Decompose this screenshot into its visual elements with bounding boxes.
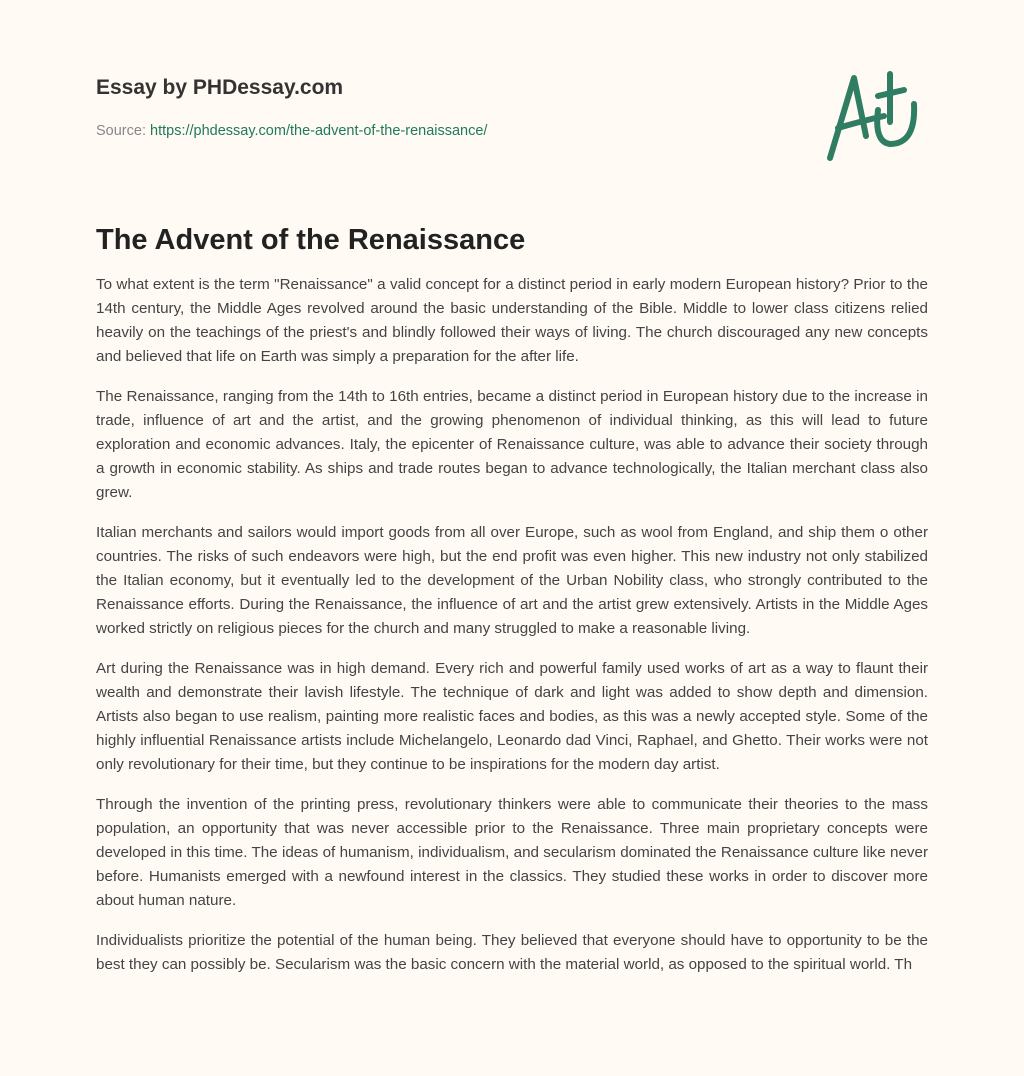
brand-title: Essay by PHDessay.com [96, 76, 344, 99]
essay-paragraph: Through the invention of the printing press, revolutionary thinkers were able to communicate their theories to the mass population, an opportunity that was never accessible prior to the Renaissance. Three main proprietary concepts were developed in this time. The ideas of humanism, individualism, and secularism dominated the Renaissance culture like never before. Humanists emerged with a newfound interest in the classics. They studied these works in order to discover more about human nature. [96, 796, 928, 909]
essay-title: The Advent of the Renaissance [96, 224, 526, 256]
essay-body [96, 273, 928, 993]
a-plus-grade-icon [818, 66, 928, 166]
essay-paragraph: Individualists prioritize the potential of the human being. They believed that everyone should have to opportunity to be the best they can possibly be. Secularism was the basic concern with the material world, as opposed to the spiritual world. Th [96, 932, 928, 973]
source-label: Source: [96, 123, 146, 139]
essay-header [96, 76, 928, 139]
source-line [96, 123, 487, 139]
source-link[interactable]: https://phdessay.com/the-advent-of-the-renaissance/ [150, 123, 488, 139]
essay-paragraph: Art during the Renaissance was in high demand. Every rich and powerful family used works of art as a way to flaunt their wealth and demonstrate their lavish lifestyle. The technique of dark and light was added to show depth and dimension. Artists also began to use realism, painting more realistic faces and bodies, as this was a newly accepted style. Some of the highly influential Renaissance artists include Michelangelo, Leonardo dad Vinci, Raphael, and Ghetto. Their works were not only revolutionary for their time, but they continue to be inspirations for the modern day artist. [96, 660, 928, 773]
essay-paragraph: The Renaissance, ranging from the 14th to 16th entries, became a distinct period in European history due to the increase in trade, influence of art and the artist, and the growing phenomenon of individual thinking, as this will lead to future exploration and economic advances. Italy, the epicenter of Renaissance culture, was able to advance their society through a growth in economic stability. As ships and trade routes began to advance technologically, the Italian merchant class also grew. [96, 388, 928, 501]
essay-paragraph: Italian merchants and sailors would import goods from all over Europe, such as wool from England, and ship them o other countries. The risks of such endeavors were high, but the end profit was even higher. This new industry not only stabilized the Italian economy, but it eventually led to the development of the Urban Nobility class, who strongly contributed to the Renaissance efforts. During the Renaissance, the influence of art and the artist grew extensively. Artists in the Middle Ages worked strictly on religious pieces for the church and many struggled to make a reasonable living. [96, 524, 928, 637]
essay-paragraph: To what extent is the term "Renaissance" a valid concept for a distinct period in early modern European history? Prior to the 14th century, the Middle Ages revolved around the basic understanding of the Bible. Middle to lower class citizens relied heavily on the teachings of the priest's and blindly followed their ways of living. The church discouraged any new concepts and believed that life on Earth was simply a preparation for the after life. [96, 276, 928, 365]
